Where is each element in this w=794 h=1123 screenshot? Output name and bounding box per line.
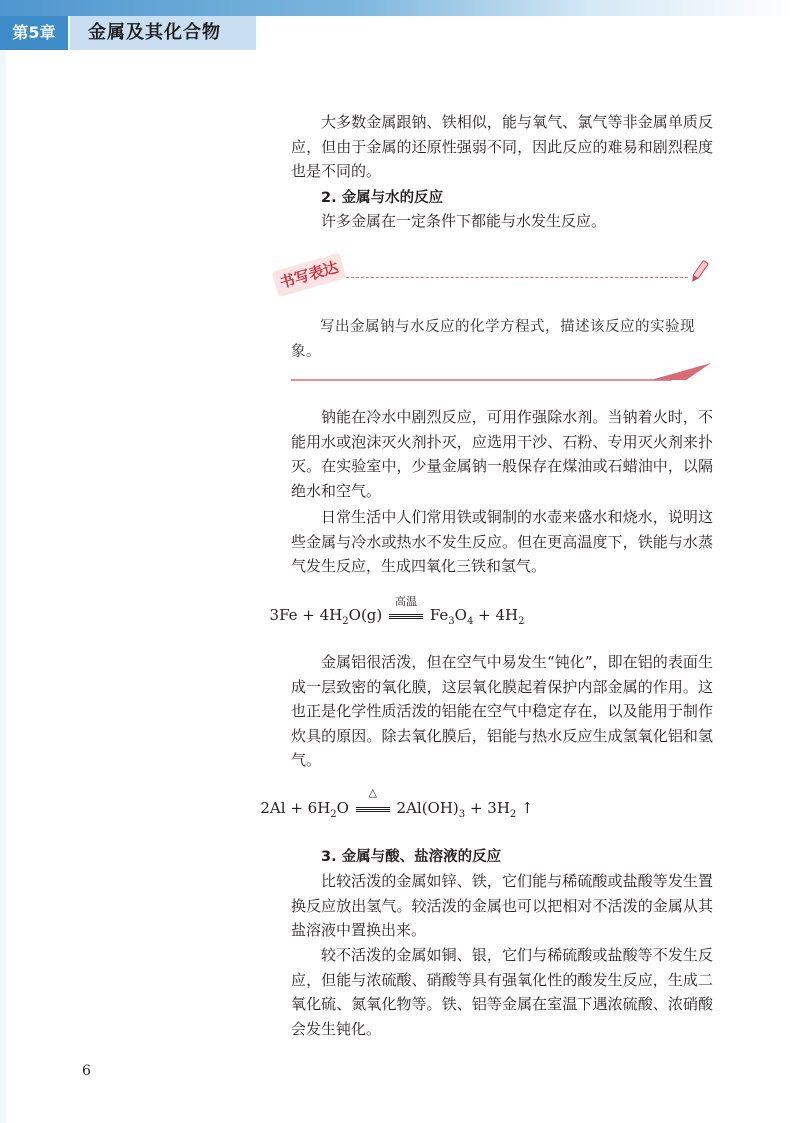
reaction-condition: 高温 xyxy=(395,595,418,608)
intro-paragraph: 大多数金属跟钠、铁相似，能与氧气、氯气等非金属单质反应，但由于金属的还原性强弱不同，因此反应的难易和剧烈程度也是不同的。 xyxy=(291,113,713,180)
section-3-heading: 3. 金属与酸、盐溶液的反应 xyxy=(321,849,502,865)
writing-box-badge: 书写表达 xyxy=(272,253,346,297)
reaction-arrow xyxy=(356,786,390,820)
writing-box-bottom-rule xyxy=(291,360,711,384)
iron-paragraph: 日常生活中人们常用铁或铜制的水壶来盛水和烧水，说明这些金属与冷水或热水不发生反应。但在更高温度下，铁能与水蒸气发生反应，生成四氧化三铁和氢气。 xyxy=(291,508,713,575)
sodium-paragraph: 钠能在冷水中剧烈反应，可用作强除水剂。当钠着火时，不能用水或泡沫灭火剂扑灭，应选用干沙、石粉、专用灭火剂来扑灭。在实验室中，少量金属钠一般保存在煤油或石蜡油中，以隔绝水和空气。 xyxy=(291,408,713,500)
section-3-paragraph-2: 较不活泼的金属如铜、银，它们与稀硫酸或盐酸等不发生反应，但能与浓硫酸、硝酸等具有强氧化性的酸发生反应，生成二氧化硫、氮氧化物等。铁、铝等金属在室温下遇浓硫酸、浓硝酸会发生钝化。 xyxy=(291,946,713,1038)
chapter-title: 金属及其化合物 xyxy=(70,16,256,50)
section-2-heading: 2. 金属与水的反应 xyxy=(321,190,444,206)
left-margin-strip xyxy=(0,50,6,1123)
writing-box-top-line xyxy=(291,277,688,278)
gas-arrow-icon: ↑ xyxy=(516,799,534,817)
aluminum-water-equation: $2Al + 6H_2O$ △ $2Al(OH)_3 + 3H_2$ ↑ xyxy=(260,786,534,820)
pen-icon xyxy=(686,259,712,285)
header-gradient-bar xyxy=(0,0,794,16)
chapter-tag: 第5章 xyxy=(0,16,68,50)
section-3-paragraph-1: 比较活泼的金属如锌、铁，它们能与稀硫酸或盐酸等发生置换反应放出氢气。较活泼的金属也可以把相对不活泼的金属从其盐溶液中置换出来。 xyxy=(291,872,713,939)
aluminum-paragraph: 金属铝很活泼，但在空气中易发生“钝化”，即在铝的表面生成一层致密的氧化膜，这层氧化膜起着保护内部金属的作用。这也正是化学性质活泼的铝能在空气中稳定存在，以及能用于制作炊具的原因。除去氧化膜后，铝能与热水反应生成氢氧化铝和氢气。 xyxy=(291,653,713,769)
reaction-arrow xyxy=(389,595,423,627)
reaction-condition: △ xyxy=(368,786,377,799)
iron-steam-equation: $3Fe + 4H_2O(g)$ 高温 $Fe_3O_4 + 4H_2$ xyxy=(269,595,525,627)
writing-box-text: 写出金属钠与水反应的化学方程式，描述该反应的实验现象。 xyxy=(291,319,695,360)
section-2-paragraph: 许多金属在一定条件下都能与水发生反应。 xyxy=(321,212,607,230)
page-number: 6 xyxy=(82,1063,91,1079)
